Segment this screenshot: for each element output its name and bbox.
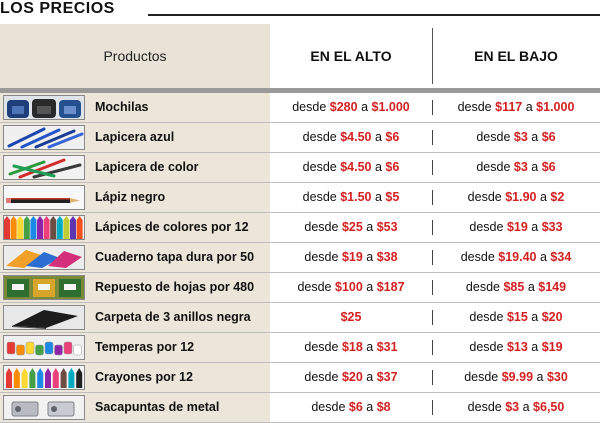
label-desde: desde — [302, 130, 337, 144]
label-desde: desde — [292, 100, 327, 114]
price-cell-bajo — [432, 273, 600, 302]
label-a: a — [374, 190, 382, 204]
price-cell-bajo — [432, 93, 600, 122]
title-rule — [148, 14, 600, 16]
price-from: $15 — [506, 310, 528, 324]
label-a: a — [374, 160, 382, 174]
product-cell — [0, 363, 270, 392]
price-from: $9.99 — [501, 370, 534, 384]
label-desde: desde — [476, 130, 511, 144]
price-cell-bajo — [432, 213, 600, 242]
product-name: Lápiz negro — [95, 190, 166, 204]
table-row — [0, 213, 600, 243]
label-desde: desde — [304, 340, 339, 354]
table-row — [0, 93, 600, 123]
table-row — [0, 393, 600, 423]
price-from: $3 — [513, 130, 528, 144]
label-a: a — [527, 280, 535, 294]
table-row — [0, 363, 600, 393]
price-to: $33 — [541, 220, 563, 234]
price-from: $4.50 — [340, 160, 372, 174]
price-cell-alto — [270, 93, 432, 122]
product-cell — [0, 183, 270, 212]
binder-thumbnail — [3, 305, 85, 330]
price-cell-bajo — [432, 183, 600, 212]
label-desde: desde — [476, 160, 511, 174]
label-a: a — [536, 370, 544, 384]
price-to: $6,50 — [533, 400, 565, 414]
label-desde: desde — [302, 190, 337, 204]
label-a: a — [531, 310, 539, 324]
sharpener-thumbnail — [3, 395, 85, 420]
label-desde: desde — [464, 370, 499, 384]
price-from: $19.40 — [498, 250, 537, 264]
label-desde: desde — [304, 370, 339, 384]
table-row — [0, 273, 600, 303]
price-from: $3 — [505, 400, 520, 414]
price-cell-alto — [270, 153, 432, 182]
price-cell-alto — [270, 393, 432, 422]
price-from: $13 — [506, 340, 528, 354]
column-header-alto: EN EL ALTO — [310, 48, 392, 64]
price-cell-bajo — [432, 303, 600, 332]
price-to: $20 — [541, 310, 563, 324]
label-a: a — [366, 280, 374, 294]
price-from: $20 — [341, 370, 363, 384]
price-to: $19 — [541, 340, 563, 354]
label-desde: desde — [457, 100, 492, 114]
price-cell-bajo — [432, 123, 600, 152]
table-row — [0, 153, 600, 183]
price-from: $18 — [341, 340, 363, 354]
label-desde: desde — [297, 280, 332, 294]
price-to: $38 — [376, 250, 398, 264]
price-cell-bajo — [432, 363, 600, 392]
price-to: $6 — [385, 160, 400, 174]
price-to: $31 — [376, 340, 398, 354]
product-cell — [0, 333, 270, 362]
product-name: Crayones por 12 — [95, 370, 193, 384]
price-cell-bajo — [432, 333, 600, 362]
label-desde: desde — [467, 190, 502, 204]
price-to: $1.000 — [536, 100, 575, 114]
product-name: Carpeta de 3 anillos negra — [95, 310, 251, 324]
product-name: Lapicera de color — [95, 160, 199, 174]
price-from: $19 — [341, 250, 363, 264]
price-from: $280 — [329, 100, 358, 114]
price-to: $149 — [538, 280, 567, 294]
price-to: $2 — [550, 190, 565, 204]
label-a: a — [531, 160, 539, 174]
price-from: $100 — [335, 280, 363, 294]
label-desde: desde — [469, 340, 504, 354]
product-name: Cuaderno tapa dura por 50 — [95, 250, 255, 264]
table-row — [0, 183, 600, 213]
product-name: Repuesto de hojas por 480 — [95, 280, 255, 294]
price-from: $1.90 — [505, 190, 537, 204]
label-a: a — [522, 400, 530, 414]
pencil-thumbnail — [3, 185, 85, 210]
label-desde: desde — [465, 280, 500, 294]
price-cell-alto — [270, 273, 432, 302]
price-cell-alto — [270, 183, 432, 212]
price-to: $30 — [546, 370, 568, 384]
product-name: Temperas por 12 — [95, 340, 195, 354]
price-from: $6 — [348, 400, 363, 414]
price-table — [0, 24, 600, 420]
crayons-thumbnail — [3, 365, 85, 390]
temperas-thumbnail — [3, 335, 85, 360]
price-to: $5 — [385, 190, 400, 204]
label-a: a — [374, 130, 382, 144]
table-row — [0, 303, 600, 333]
product-cell — [0, 273, 270, 302]
price-to: $6 — [541, 160, 556, 174]
price-to: $1.000 — [371, 100, 410, 114]
label-a: a — [366, 340, 374, 354]
column-header-products: Productos — [0, 24, 270, 88]
product-name: Mochilas — [95, 100, 149, 114]
label-a: a — [539, 190, 547, 204]
product-name: Sacapuntas de metal — [95, 400, 220, 414]
product-cell — [0, 93, 270, 122]
column-header-bajo: EN EL BAJO — [474, 48, 558, 64]
price-from: $117 — [495, 100, 523, 114]
price-from: $1.50 — [340, 190, 372, 204]
price-to: $6 — [385, 130, 400, 144]
product-cell — [0, 303, 270, 332]
price-single: $25 — [340, 310, 362, 324]
label-a: a — [366, 250, 374, 264]
label-desde: desde — [302, 160, 337, 174]
color-pens-thumbnail — [3, 155, 85, 180]
label-desde: desde — [304, 220, 339, 234]
backpacks-thumbnail — [3, 95, 85, 120]
label-desde: desde — [311, 400, 346, 414]
price-from: $3 — [513, 160, 528, 174]
price-cell-alto — [270, 303, 432, 332]
price-to: $53 — [376, 220, 398, 234]
table-row — [0, 123, 600, 153]
price-cell-bajo — [432, 153, 600, 182]
product-cell — [0, 213, 270, 242]
price-from: $25 — [341, 220, 363, 234]
label-a: a — [531, 130, 539, 144]
page-title: LOS PRECIOS — [0, 0, 115, 17]
notebooks-thumbnail — [3, 245, 85, 270]
price-cell-alto — [270, 123, 432, 152]
colored-pencils-thumbnail — [3, 215, 85, 240]
label-a: a — [366, 370, 374, 384]
product-name: Lapicera azul — [95, 130, 175, 144]
label-a: a — [531, 340, 539, 354]
price-to: $8 — [376, 400, 391, 414]
label-desde: desde — [467, 400, 502, 414]
price-to: $37 — [376, 370, 398, 384]
price-cell-bajo — [432, 243, 600, 272]
label-desde: desde — [304, 250, 339, 264]
header-divider — [432, 28, 433, 84]
label-a: a — [361, 100, 369, 114]
table-row — [0, 333, 600, 363]
product-cell — [0, 393, 270, 422]
blue-pens-thumbnail — [3, 125, 85, 150]
price-cell-alto — [270, 363, 432, 392]
product-cell — [0, 123, 270, 152]
price-to: $6 — [541, 130, 556, 144]
label-desde: desde — [469, 220, 504, 234]
price-from: $85 — [503, 280, 525, 294]
label-desde: desde — [469, 310, 504, 324]
label-desde: desde — [460, 250, 495, 264]
price-to: $34 — [550, 250, 572, 264]
product-cell — [0, 243, 270, 272]
price-from: $19 — [506, 220, 528, 234]
product-name: Lápices de colores por 12 — [95, 220, 249, 234]
label-a: a — [539, 250, 547, 264]
label-a: a — [366, 220, 374, 234]
price-cell-alto — [270, 243, 432, 272]
table-row — [0, 243, 600, 273]
paper-refill-thumbnail — [3, 275, 85, 300]
price-from: $4.50 — [340, 130, 372, 144]
product-cell — [0, 153, 270, 182]
price-cell-alto — [270, 213, 432, 242]
price-to: $187 — [376, 280, 405, 294]
price-cell-alto — [270, 333, 432, 362]
price-cell-bajo — [432, 393, 600, 422]
label-a: a — [525, 100, 533, 114]
label-a: a — [531, 220, 539, 234]
label-a: a — [366, 400, 374, 414]
